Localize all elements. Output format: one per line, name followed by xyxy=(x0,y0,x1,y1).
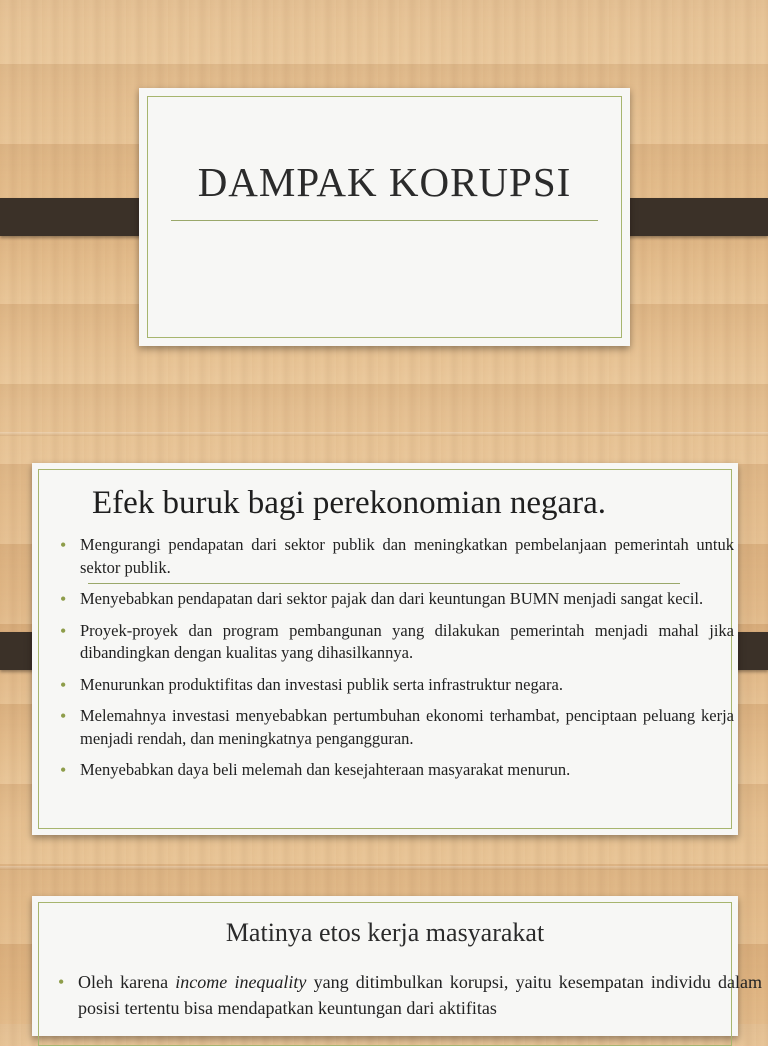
slide3-content-card xyxy=(32,896,763,1036)
slide3-paragraph: • Oleh karena income inequality yang ditimbulkan korupsi, yaitu kesempatan individu dalam posisi tertentu bisa mendapatkan keuntungan dari aktifitas xyxy=(56,969,762,1021)
slide-separator-2 xyxy=(0,866,768,870)
slide1-card-frame xyxy=(147,96,622,338)
slide-separator-1 xyxy=(0,432,768,436)
bullet-dot-icon: • xyxy=(60,706,67,726)
slide1-title-rule xyxy=(171,220,598,221)
slide2-content-card xyxy=(32,463,738,835)
slide1-left-bar xyxy=(0,198,156,236)
slide1-title: DAMPAK KORUPSI xyxy=(197,159,572,205)
slide3-heading: Matinya etos kerja masyarakat xyxy=(225,918,545,947)
slide2-heading: Efek buruk bagi perekonomian negara. xyxy=(92,485,607,521)
bullet-item: • Menyebabkan daya beli melemah dan kesejahteraan masyarakat menurun. xyxy=(60,760,571,780)
bullet-item: • Melemahnya investasi menyebabkan pertumbuhan ekonomi terhambat, penciptaan peluang kerja menjadi rendah, dan meningkatnya pengangguran. xyxy=(60,706,734,748)
bullet-item: • Mengurangi pendapatan dari sektor publik dan meningkatkan pembelanjaan pemerintah untuk sektor publik. xyxy=(60,535,734,577)
slide1-right-bar xyxy=(612,198,768,236)
bullet-dot-icon: • xyxy=(58,972,65,992)
slide2-bullet-list xyxy=(58,534,734,791)
bullet-dot-icon: • xyxy=(60,674,67,695)
bullet-dot-icon: • xyxy=(60,760,67,780)
bullet-item: • Menurunkan produktifitas dan investasi publik serta infrastruktur negara. xyxy=(60,674,563,695)
bullet-dot-icon: • xyxy=(60,589,67,609)
bullet-dot-icon: • xyxy=(60,535,67,555)
slide3-italic-term: income inequality xyxy=(175,972,307,992)
bullet-dot-icon: • xyxy=(60,620,67,641)
bullet-item: • Proyek-proyek dan program pembangunan yang dilakukan pemerintah menjadi mahal jika dibandingkan dengan kualitas yang dihasilkannya. xyxy=(60,620,734,662)
slide1-title-card xyxy=(139,88,630,346)
bullet-item: • Menyebabkan pendapatan dari sektor pajak dan dari keuntungan BUMN menjadi sangat kecil. xyxy=(60,589,704,609)
